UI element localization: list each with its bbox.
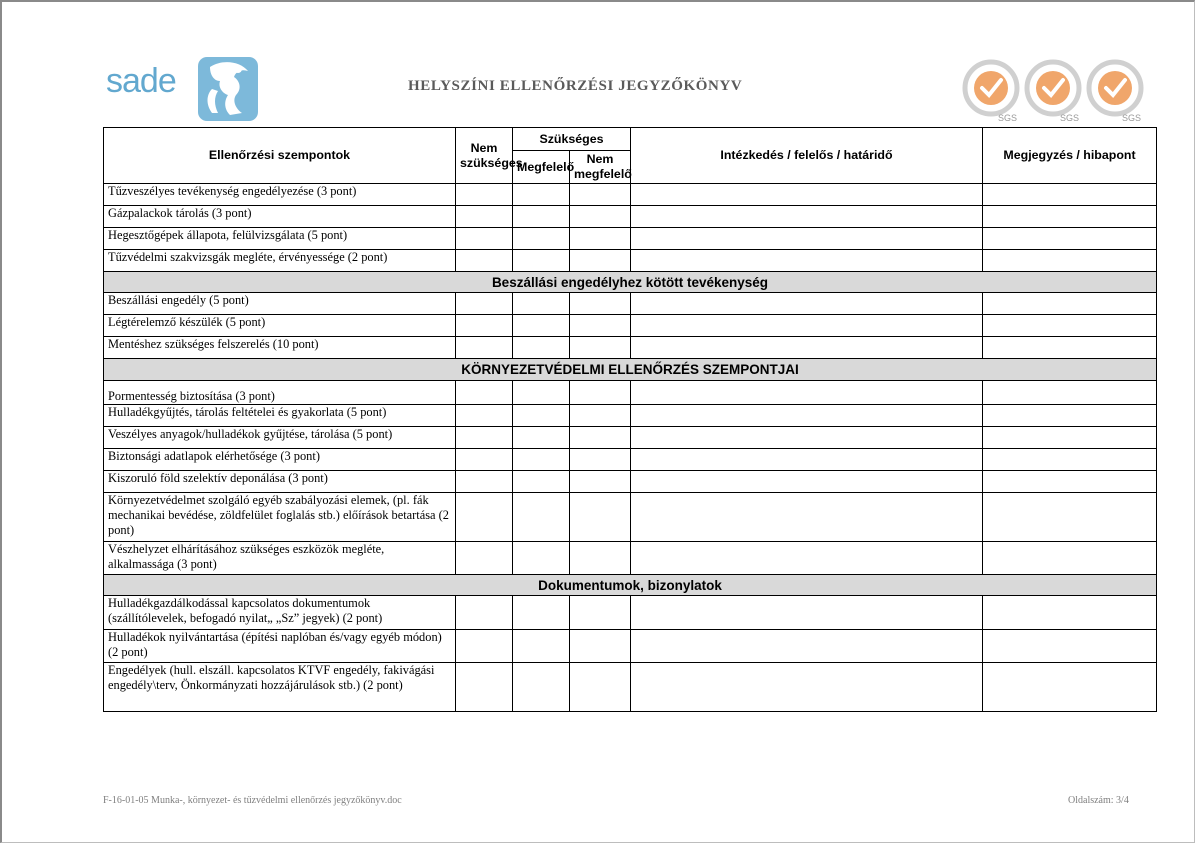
compliant-cell[interactable] (513, 427, 570, 449)
compliant-cell[interactable] (513, 228, 570, 250)
iso-certification-seal-icon (1024, 60, 1082, 124)
remark-cell[interactable] (983, 542, 1157, 575)
not-needed-cell[interactable] (456, 293, 513, 315)
compliant-cell[interactable] (513, 630, 570, 663)
action-cell[interactable] (631, 228, 983, 250)
col-compliant-header: Megfelelő (513, 151, 570, 184)
action-cell[interactable] (631, 449, 983, 471)
not-needed-cell[interactable] (456, 206, 513, 228)
table-row (104, 471, 1157, 493)
col-not-needed-header: Nem szükséges (456, 128, 513, 184)
table-row (104, 293, 1157, 315)
section-heading-entry-permit: Beszállási engedélyhez kötött tevékenység (104, 272, 1157, 293)
badge-label: SGS (998, 113, 1018, 123)
criterion-cell: Kiszoruló föld szelektív deponálása (3 pont) (104, 471, 456, 493)
action-cell[interactable] (631, 471, 983, 493)
document-title: HELYSZÍNI ELLENŐRZÉSI JEGYZŐKÖNYV (408, 78, 743, 94)
compliant-cell[interactable] (513, 337, 570, 359)
noncompliant-cell[interactable] (570, 542, 631, 575)
criterion-cell: Biztonsági adatlapok elérhetősége (3 pont) (104, 449, 456, 471)
criterion-cell: Környezetvédelmet szolgáló egyéb szabályozási elemek, (pl. fák mechanikai bevédése, zöldfelület foglalás stb.) előírások betartása (2 pont) (104, 493, 456, 542)
compliant-cell[interactable] (513, 405, 570, 427)
table-row (104, 663, 1157, 712)
action-cell[interactable] (631, 250, 983, 272)
remark-cell[interactable] (983, 206, 1157, 228)
action-cell[interactable] (631, 315, 983, 337)
remark-cell[interactable] (983, 630, 1157, 663)
not-needed-cell[interactable] (456, 337, 513, 359)
compliant-cell[interactable] (513, 493, 570, 542)
noncompliant-cell[interactable] (570, 206, 631, 228)
not-needed-cell[interactable] (456, 596, 513, 630)
iso-certification-seal-icon (1086, 60, 1144, 124)
remark-cell[interactable] (983, 293, 1157, 315)
action-cell[interactable] (631, 337, 983, 359)
criterion-cell: Vészhelyzet elhárításához szükséges eszközök megléte, alkalmassága (3 pont) (104, 542, 456, 575)
col-needed-header: Szükséges (513, 128, 631, 151)
table-row (104, 449, 1157, 471)
footer-page-number: Oldalszám: 3/4 (1068, 795, 1129, 806)
noncompliant-cell[interactable] (570, 405, 631, 427)
inspection-table (103, 127, 1157, 712)
not-needed-cell[interactable] (456, 405, 513, 427)
compliant-cell[interactable] (513, 596, 570, 630)
table-row (104, 250, 1157, 272)
criterion-cell: Mentéshez szükséges felszerelés (10 pont) (104, 337, 456, 359)
remark-cell[interactable] (983, 493, 1157, 542)
iso-certification-seal-icon (962, 60, 1020, 124)
noncompliant-cell[interactable] (570, 471, 631, 493)
noncompliant-cell[interactable] (570, 250, 631, 272)
table-row (104, 596, 1157, 630)
not-needed-cell[interactable] (456, 471, 513, 493)
remark-cell[interactable] (983, 250, 1157, 272)
badge-label: SGS (1060, 113, 1080, 123)
table-row (104, 381, 1157, 405)
col-criteria-header: Ellenőrzési szempontok (104, 128, 456, 184)
action-cell[interactable] (631, 184, 983, 206)
not-needed-cell[interactable] (456, 449, 513, 471)
criterion-cell: Engedélyek (hull. elszáll. kapcsolatos KTVF engedély, fakivágási engedély\terv, Önkormányzati hozzájárulások stb.) (2 pont) (104, 663, 456, 712)
action-cell[interactable] (631, 293, 983, 315)
not-needed-cell[interactable] (456, 315, 513, 337)
compliant-cell[interactable] (513, 250, 570, 272)
criterion-cell: Veszélyes anyagok/hulladékok gyűjtése, tárolása (5 pont) (104, 427, 456, 449)
not-needed-cell[interactable] (456, 228, 513, 250)
action-cell[interactable] (631, 542, 983, 575)
criterion-cell: Tűzveszélyes tevékenység engedélyezése (3 pont) (104, 184, 456, 206)
noncompliant-cell[interactable] (570, 630, 631, 663)
remark-cell[interactable] (983, 427, 1157, 449)
noncompliant-cell[interactable] (570, 228, 631, 250)
noncompliant-cell[interactable] (570, 493, 631, 542)
remark-cell[interactable] (983, 184, 1157, 206)
criterion-cell: Hegesztőgépek állapota, felülvizsgálata (5 pont) (104, 228, 456, 250)
table-row (104, 228, 1157, 250)
noncompliant-cell[interactable] (570, 293, 631, 315)
compliant-cell[interactable] (513, 315, 570, 337)
remark-cell[interactable] (983, 405, 1157, 427)
action-cell[interactable] (631, 493, 983, 542)
section-row (104, 359, 1157, 381)
col-remark-header: Megjegyzés / hibapont (983, 128, 1157, 184)
company-logo-text: sade (106, 62, 176, 100)
not-needed-cell[interactable] (456, 381, 513, 405)
table-row (104, 405, 1157, 427)
criterion-cell: Légtérelemző készülék (5 pont) (104, 315, 456, 337)
badge-label: SGS (1122, 113, 1142, 123)
action-cell[interactable] (631, 427, 983, 449)
action-cell[interactable] (631, 663, 983, 712)
compliant-cell[interactable] (513, 471, 570, 493)
table-row (104, 542, 1157, 575)
criterion-cell: Hulladékok nyilvántartása (építési naplóban és/vagy egyéb módon) (2 pont) (104, 630, 456, 663)
not-needed-cell[interactable] (456, 542, 513, 575)
col-action-header: Intézkedés / felelős / határidő (631, 128, 983, 184)
table-row (104, 206, 1157, 228)
action-cell[interactable] (631, 596, 983, 630)
section-row (104, 575, 1157, 596)
criterion-cell: Beszállási engedély (5 pont) (104, 293, 456, 315)
criterion-cell: Hulladékgazdálkodással kapcsolatos dokumentumok (szállítólevelek, befogadó nyilat„ „Sz” jegyek) (2 pont) (104, 596, 456, 630)
section-heading-documents: Dokumentumok, bizonylatok (104, 575, 1157, 596)
compliant-cell[interactable] (513, 542, 570, 575)
remark-cell[interactable] (983, 315, 1157, 337)
table-row (104, 427, 1157, 449)
not-needed-cell[interactable] (456, 493, 513, 542)
remark-cell[interactable] (983, 471, 1157, 493)
action-cell[interactable] (631, 206, 983, 228)
not-needed-cell[interactable] (456, 427, 513, 449)
section-heading-environmental: KÖRNYEZETVÉDELMI ELLENŐRZÉS SZEMPONTJAI (104, 359, 1157, 381)
criterion-cell: Gázpalackok tárolás (3 pont) (104, 206, 456, 228)
compliant-cell[interactable] (513, 293, 570, 315)
remark-cell[interactable] (983, 596, 1157, 630)
noncompliant-cell[interactable] (570, 449, 631, 471)
noncompliant-cell[interactable] (570, 427, 631, 449)
col-noncompliant-header: Nem megfelelő (570, 151, 631, 184)
table-row (104, 184, 1157, 206)
criterion-cell: Pormentesség biztosítása (3 pont) (104, 381, 456, 405)
footer-document-reference: F-16-01-05 Munka-, környezet- és tűzvédelmi ellenőrzés jegyzőkönyv.doc (103, 795, 402, 806)
remark-cell[interactable] (983, 228, 1157, 250)
remark-cell[interactable] (983, 381, 1157, 405)
noncompliant-cell[interactable] (570, 184, 631, 206)
compliant-cell[interactable] (513, 184, 570, 206)
action-cell[interactable] (631, 381, 983, 405)
noncompliant-cell[interactable] (570, 663, 631, 712)
noncompliant-cell[interactable] (570, 596, 631, 630)
remark-cell[interactable] (983, 337, 1157, 359)
not-needed-cell[interactable] (456, 663, 513, 712)
compliant-cell[interactable] (513, 449, 570, 471)
action-cell[interactable] (631, 405, 983, 427)
compliant-cell[interactable] (513, 206, 570, 228)
table-row (104, 493, 1157, 542)
certification-badges (962, 60, 1148, 124)
table-row (104, 315, 1157, 337)
remark-cell[interactable] (983, 449, 1157, 471)
criterion-cell: Tűzvédelmi szakvizsgák megléte, érvényessége (2 pont) (104, 250, 456, 272)
criterion-cell: Hulladékgyűjtés, tárolás feltételei és gyakorlata (5 pont) (104, 405, 456, 427)
not-needed-cell[interactable] (456, 250, 513, 272)
not-needed-cell[interactable] (456, 630, 513, 663)
company-logo-icon (192, 55, 264, 123)
action-cell[interactable] (631, 630, 983, 663)
compliant-cell[interactable] (513, 381, 570, 405)
table-row (104, 630, 1157, 663)
noncompliant-cell[interactable] (570, 337, 631, 359)
compliant-cell[interactable] (513, 663, 570, 712)
not-needed-cell[interactable] (456, 184, 513, 206)
noncompliant-cell[interactable] (570, 381, 631, 405)
table-row (104, 337, 1157, 359)
remark-cell[interactable] (983, 663, 1157, 712)
noncompliant-cell[interactable] (570, 315, 631, 337)
section-row (104, 272, 1157, 293)
